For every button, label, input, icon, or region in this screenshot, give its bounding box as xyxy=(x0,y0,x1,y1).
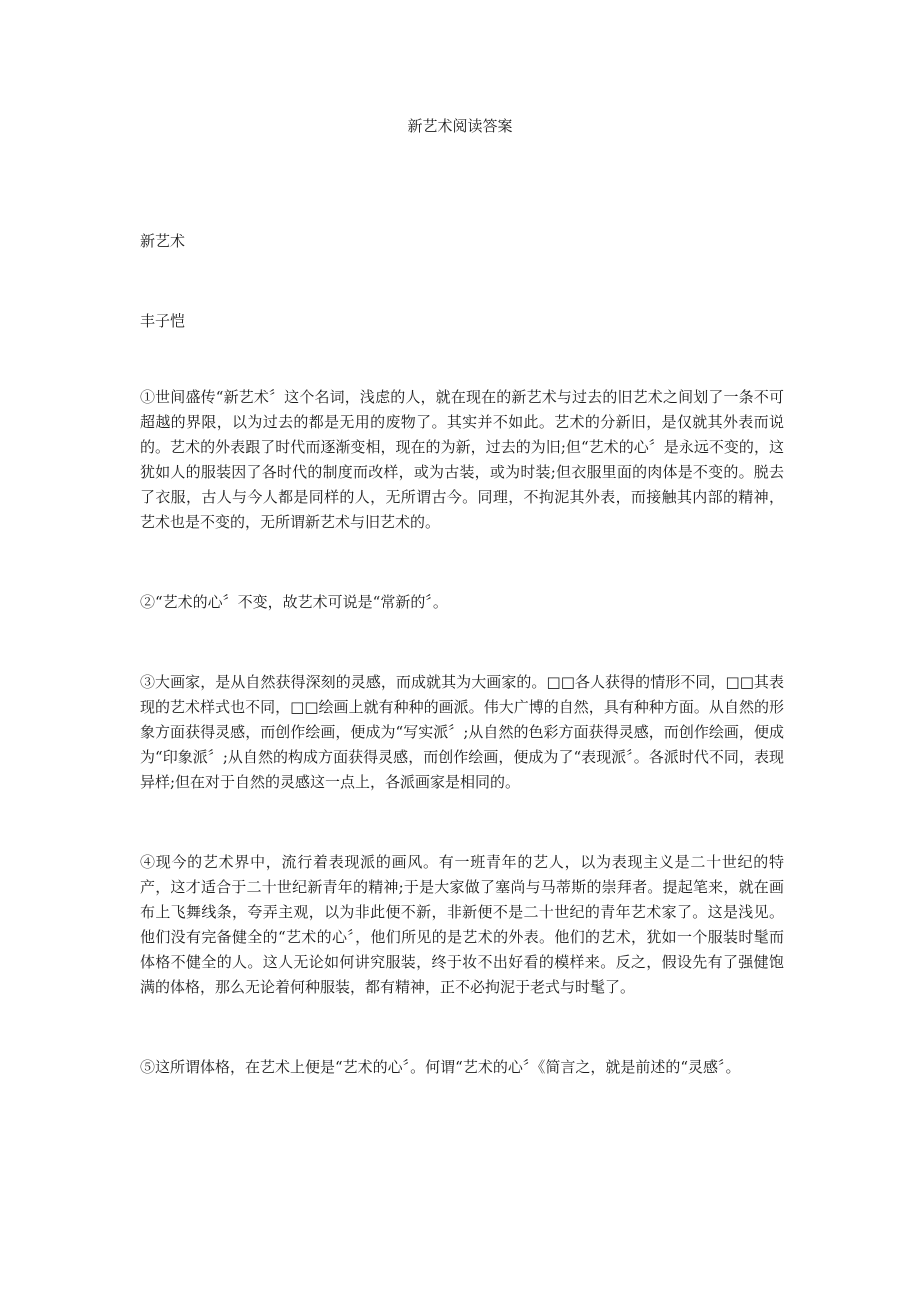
article-author: 丰子恺 xyxy=(140,312,186,330)
article-title: 新艺术 xyxy=(140,232,186,250)
article-body xyxy=(140,385,784,1135)
paragraph-1: ①世间盛传“新艺术〞这个名词，浅虑的人，就在现在的新艺术与过去的旧艺术之间划了一条不可超越的界限，以为过去的都是无用的废物了。其实并不如此。艺术的分新旧，是仅就其外表而说的。艺术的外表跟了时代而逐渐变相，现在的为新，过去的为旧;但“艺术的心〞是永远不变的，这犹如人的服装因了各时代的制度而改样，或为古装，或为时装;但衣服里面的肉体是不变的。脱去了衣服，古人与今人都是同样的人，无所谓古今。同理，不拘泥其外表，而接触其内部的精神，艺术也是不变的，无所谓新艺术与旧艺术的。 xyxy=(140,388,784,531)
paragraph-3: ③大画家，是从自然获得深刻的灵感，而成就其为大画家的。□□各人获得的情形不同，□□其表现的艺术样式也不同，□□绘画上就有种种的画派。伟大广博的自然，具有种种方面。从自然的形象方面获得灵感，而创作绘画，便成为“写实派〞;从自然的色彩方面获得灵感，而创作绘画，便成为“印象派〞;从自然的构成方面获得灵感，而创作绘画，便成为了“表现派〞。各派时代不同，表现异样;但在对于自然的灵感这一点上，各派画家是相同的。 xyxy=(140,673,784,791)
paragraph-5: ⑤这所谓体格，在艺术上便是“艺术的心〞。何谓“艺术的心〞《简言之，就是前述的“灵感〞。 xyxy=(140,1058,741,1076)
paragraph-4: ④现今的艺术界中，流行着表现派的画风。有一班青年的艺人，以为表现主义是二十世纪的特产，这才适合于二十世纪新青年的精神;于是大家做了塞尚与马蒂斯的崇拜者。提起笔来，就在画布上飞舞线条，夸弄主观，以为非此便不新，非新便不是二十世纪的青年艺术家了。这是浅见。他们没有完备健全的“艺术的心〞，他们所见的是艺术的外表。他们的艺术，犹如一个服装时髦而体格不健全的人。这人无论如何讲究服装，终于妆不出好看的模样来。反之，假设先有了强健饱满的体格，那么无论着何种服装，都有精神，正不必拘泥于老式与时髦了。 xyxy=(140,853,784,996)
page-title: 新艺术阅读答案 xyxy=(407,117,513,135)
paragraph-2: ②“艺术的心〞不变，故艺术可说是“常新的〞。 xyxy=(140,593,448,611)
